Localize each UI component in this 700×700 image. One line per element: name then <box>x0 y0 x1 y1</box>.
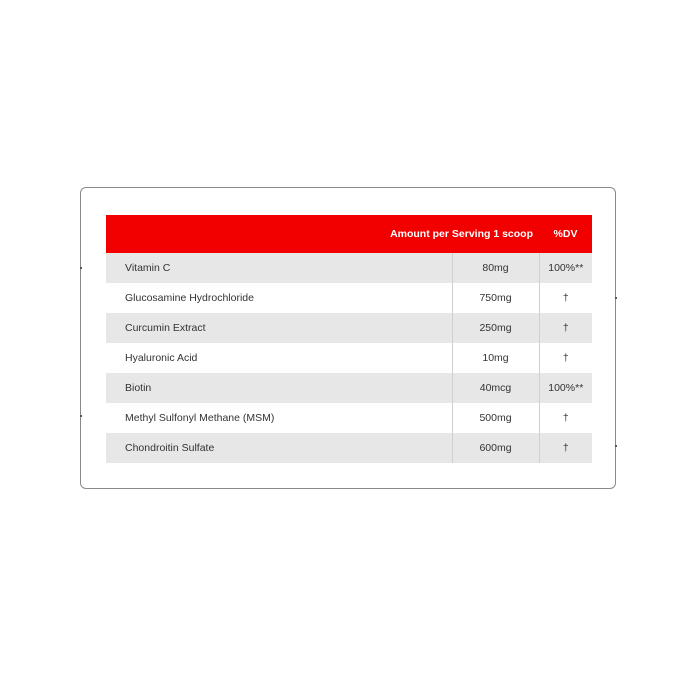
table-row <box>106 313 592 343</box>
ingredient-name: Glucosamine Hydrochloride <box>125 292 254 304</box>
ingredient-amount: 250mg <box>452 313 539 343</box>
ingredient-name: Curcumin Extract <box>125 322 206 334</box>
ingredient-dv: † <box>539 313 592 343</box>
table-row <box>106 433 592 463</box>
header-daily-value: %DV <box>553 228 578 240</box>
ingredient-dv: † <box>539 433 592 463</box>
table-header-row <box>106 215 592 253</box>
edge-mark <box>615 445 617 447</box>
ingredient-amount: 10mg <box>452 343 539 373</box>
ingredient-amount: 750mg <box>452 283 539 313</box>
ingredient-amount: 80mg <box>452 253 539 283</box>
header-amount-per-serving <box>106 215 539 253</box>
ingredient-amount: 40mcg <box>452 373 539 403</box>
table-row <box>106 403 592 433</box>
ingredient-name: Chondroitin Sulfate <box>125 442 215 454</box>
edge-mark <box>615 297 617 299</box>
table-row <box>106 343 592 373</box>
header-amount-label: Amount per Serving 1 scoop <box>390 228 534 240</box>
table-row <box>106 373 592 403</box>
ingredient-dv: 100%** <box>539 253 592 283</box>
ingredient-name: Vitamin C <box>125 262 171 274</box>
ingredient-dv: † <box>539 283 592 313</box>
ingredient-name: Biotin <box>125 382 152 394</box>
ingredient-name: Methyl Sulfonyl Methane (MSM) <box>125 412 275 424</box>
ingredient-dv: † <box>539 343 592 373</box>
ingredient-dv: † <box>539 403 592 433</box>
table-row <box>106 283 592 313</box>
ingredient-amount: 500mg <box>452 403 539 433</box>
table-row <box>106 253 592 283</box>
ingredient-dv: 100%** <box>539 373 592 403</box>
edge-mark <box>80 415 82 417</box>
edge-mark <box>80 267 82 269</box>
supplement-facts-table <box>106 215 592 463</box>
ingredient-name: Hyaluronic Acid <box>125 352 198 364</box>
ingredient-amount: 600mg <box>452 433 539 463</box>
